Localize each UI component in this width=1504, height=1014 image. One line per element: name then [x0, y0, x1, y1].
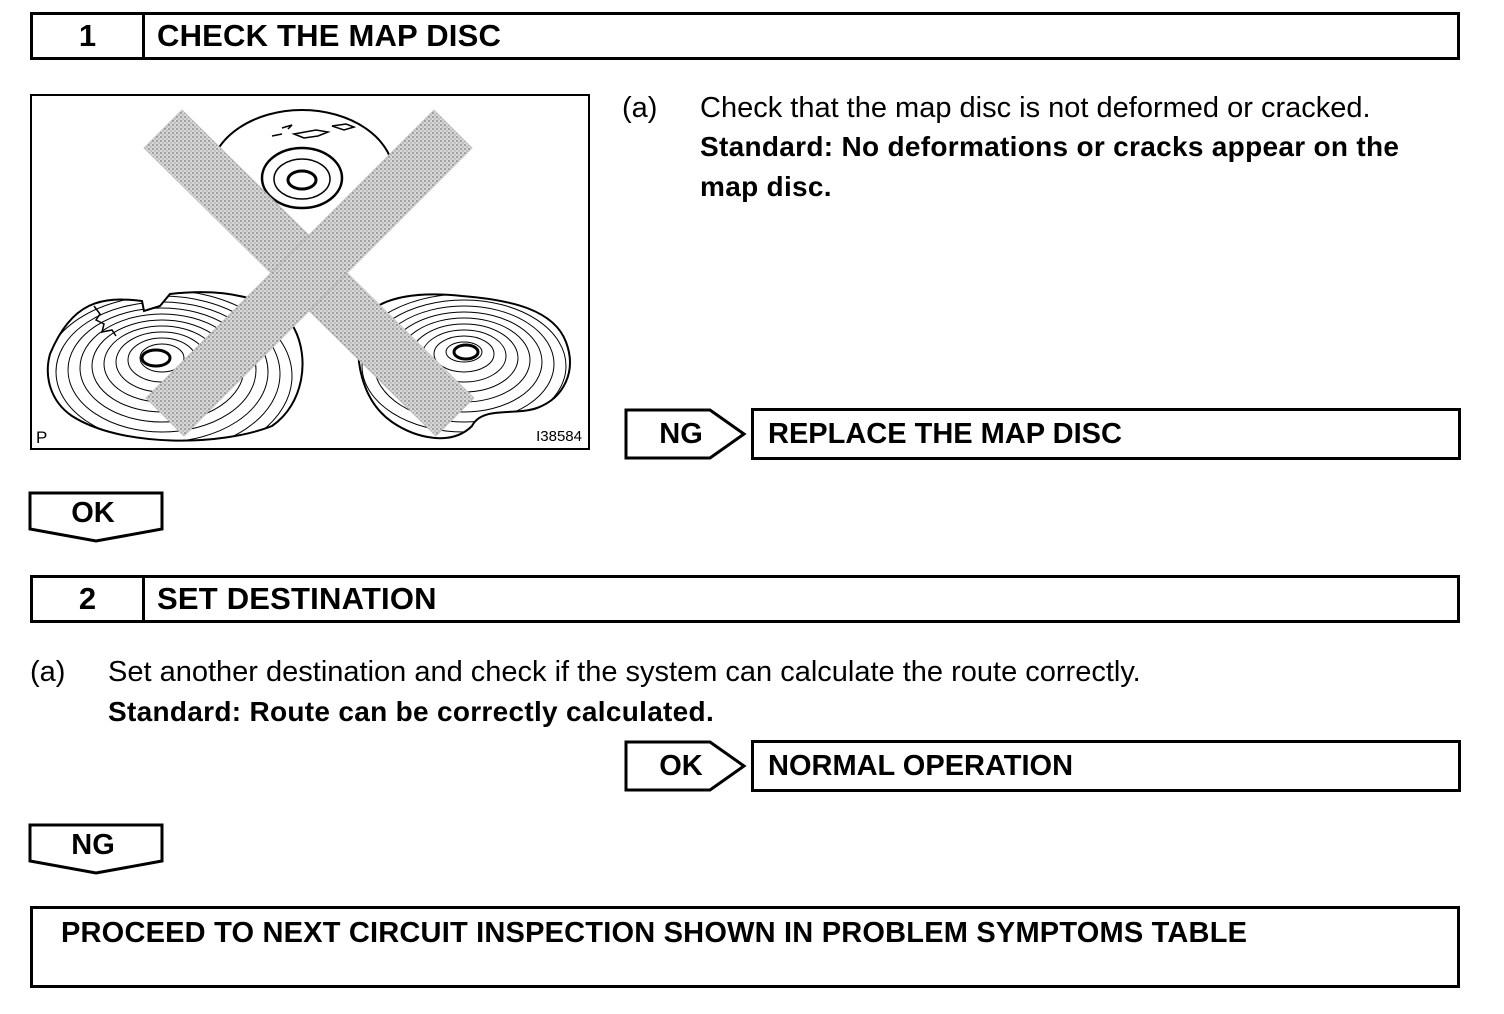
ng-flow-label: NG — [71, 829, 115, 861]
step-1-instruction-text: Check that the map disc is not deformed or cracked. — [700, 92, 1371, 124]
ng-tag-label: NG — [659, 417, 703, 450]
step-1-title: CHECK THE MAP DISC — [157, 18, 502, 53]
step-1-standard-line-1: Standard: No deformations or cracks appear on the — [700, 131, 1400, 162]
figure-corner-mark: P — [36, 428, 48, 447]
replace-map-disc-box: REPLACE THE MAP DISC — [751, 408, 1461, 460]
map-disc-figure — [30, 94, 590, 450]
step-1-instruction-label: (a) — [622, 92, 658, 124]
ng-flow-tag — [28, 823, 164, 875]
step-2-instruction-label: (a) — [30, 656, 66, 688]
step-1-standard-line-2: map disc. — [700, 171, 832, 202]
figure-id-label: I38584 — [536, 428, 582, 445]
step-1-header — [30, 12, 1460, 60]
deformed-disc-illustration — [32, 96, 590, 450]
step-1-number: 1 — [33, 15, 145, 57]
ok-flow-label: OK — [71, 497, 115, 529]
step-2-number: 2 — [33, 578, 145, 620]
normal-operation-box: NORMAL OPERATION — [751, 740, 1461, 792]
step-2-title: SET DESTINATION — [157, 581, 437, 616]
proceed-next-circuit-box: PROCEED TO NEXT CIRCUIT INSPECTION SHOWN IN PROBLEM SYMPTOMS TABLE — [30, 906, 1460, 988]
step-2-header — [30, 575, 1460, 623]
ok-flow-tag — [28, 491, 164, 543]
step-2-instruction-text: Set another destination and check if the system can calculate the route correctly. — [108, 656, 1141, 688]
step-2-standard: Standard: Route can be correctly calculated. — [108, 696, 715, 727]
ok-tag-label: OK — [659, 749, 703, 782]
